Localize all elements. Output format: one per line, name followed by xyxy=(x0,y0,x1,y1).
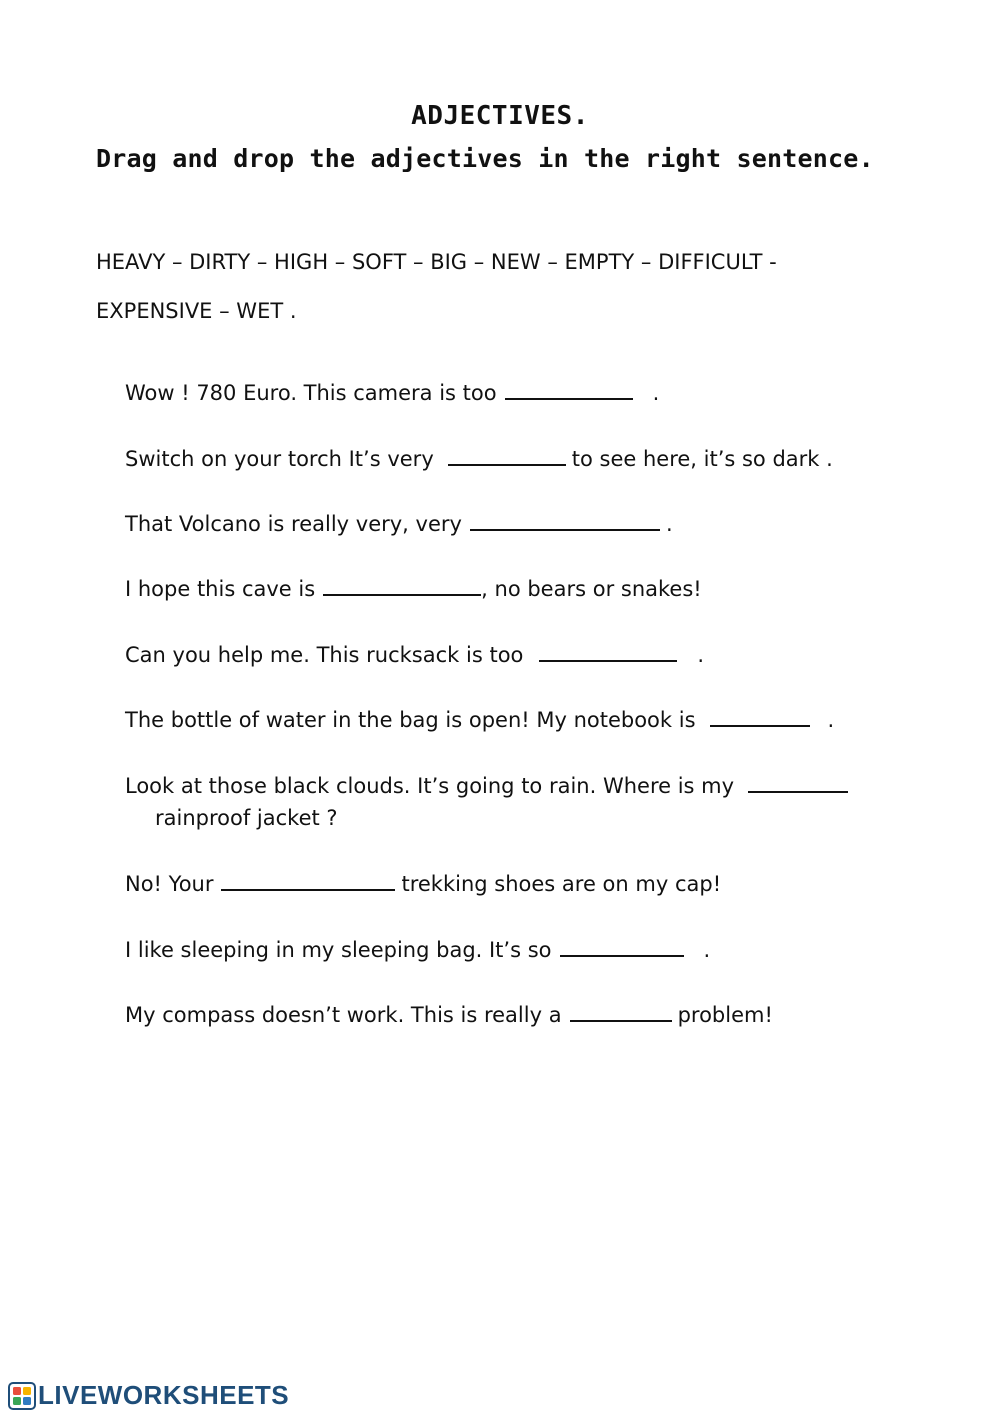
sentence-7-continuation: rainproof jacket ? xyxy=(155,806,338,830)
sentence-6-text: The bottle of water in the bag is open! My notebook is xyxy=(125,708,696,732)
answer-blank-8[interactable] xyxy=(221,869,395,891)
answer-blank-7[interactable] xyxy=(748,771,848,793)
sentence-10-end: problem! xyxy=(677,1003,773,1027)
answer-blank-10[interactable] xyxy=(570,1000,672,1022)
sentence-4 xyxy=(125,573,702,605)
liveworksheets-logo-icon xyxy=(8,1382,36,1410)
answer-blank-1[interactable] xyxy=(505,378,633,400)
sentence-2-end: to see here, it’s so dark . xyxy=(571,447,833,471)
sentence-9-end: . xyxy=(703,938,711,962)
sentence-9 xyxy=(125,934,710,966)
sentence-8-text: No! Your xyxy=(125,872,214,896)
sentence-10-text: My compass doesn’t work. This is really a xyxy=(125,1003,562,1027)
sentence-1-end: . xyxy=(652,381,660,405)
sentence-7-text: Look at those black clouds. It’s going to rain. Where is my xyxy=(125,774,735,798)
liveworksheets-logo[interactable] xyxy=(8,1380,289,1411)
sentence-5 xyxy=(125,639,704,671)
sentence-1 xyxy=(125,377,659,409)
page-title: ADJECTIVES. xyxy=(411,101,589,131)
sentence-5-text: Can you help me. This rucksack is too xyxy=(125,643,524,667)
sentence-6 xyxy=(125,704,834,736)
sentence-4-text: I hope this cave is xyxy=(125,577,316,601)
sentence-8 xyxy=(125,868,721,900)
sentence-5-end: . xyxy=(697,643,705,667)
answer-blank-3[interactable] xyxy=(470,509,660,531)
answer-blank-6[interactable] xyxy=(710,705,810,727)
sentence-10 xyxy=(125,999,773,1031)
sentence-2 xyxy=(125,443,833,475)
answer-blank-2[interactable] xyxy=(448,444,566,466)
sentence-7 xyxy=(125,770,854,834)
instruction-text: Drag and drop the adjectives in the right sentence. xyxy=(96,144,874,173)
sentence-3 xyxy=(125,508,673,540)
answer-blank-4[interactable] xyxy=(323,574,481,596)
sentence-2-text: Switch on your torch It’s very xyxy=(125,447,434,471)
sentence-4-end: , no bears or snakes! xyxy=(481,577,702,601)
brand-name: LIVEWORKSHEETS xyxy=(38,1380,290,1410)
sentence-9-text: I like sleeping in my sleeping bag. It’s so xyxy=(125,938,552,962)
sentence-8-end: trekking shoes are on my cap! xyxy=(401,872,722,896)
sentence-6-end: . xyxy=(827,708,835,732)
word-bank-line-1: HEAVY – DIRTY – HIGH – SOFT – BIG – NEW – EMPTY – DIFFICULT - xyxy=(96,250,777,274)
sentence-3-end: . xyxy=(665,512,673,536)
answer-blank-9[interactable] xyxy=(560,935,684,957)
sentence-1-text: Wow ! 780 Euro. This camera is too xyxy=(125,381,497,405)
word-bank-line-2: EXPENSIVE – WET . xyxy=(96,299,297,323)
answer-blank-5[interactable] xyxy=(539,640,677,662)
sentence-3-text: That Volcano is really very, very xyxy=(125,512,462,536)
